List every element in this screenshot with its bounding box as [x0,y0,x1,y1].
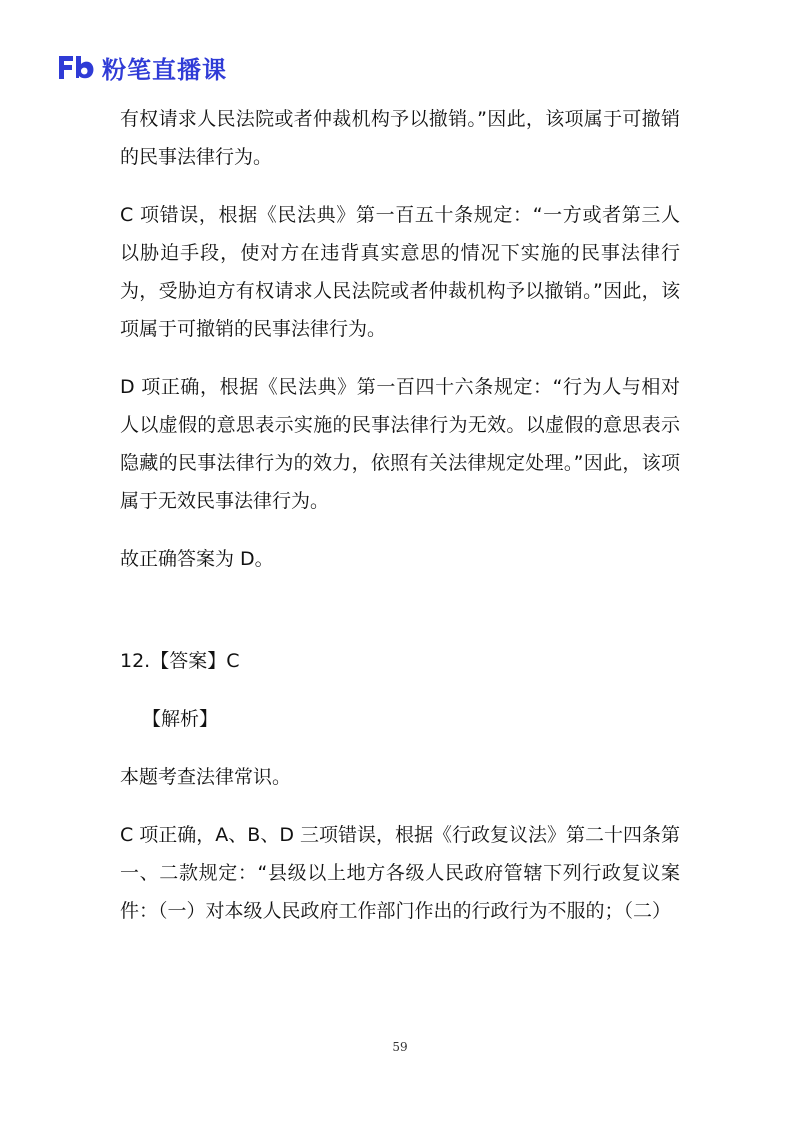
analysis-body: C 项正确，A、B、D 三项错误，根据《行政复议法》第二十四条第一、二款规定：“县级以上地方各级人民政府管辖下列行政复议案件：（一）对本级人民政府工作部门作出的行政行为不服的；（二） [120,824,681,922]
logo-text: 粉笔直播课 [102,55,227,84]
header [56,50,227,84]
answer-line: 12.【答案】C [120,650,240,672]
paragraph: 有权请求人民法院或者仲裁机构予以撤销。”因此，该项属于可撤销的民事法律行为。 [120,108,680,168]
paragraph: D 项正确，根据《民法典》第一百四十六条规定：“行为人与相对人以虚假的意思表示实施的民事法律行为无效。以虚假的意思表示隐藏的民事法律行为的效力，依照有关法律规定处理。”因此，该项属于无效民事法律行为。 [120,376,680,512]
analysis-label: 【解析】 [142,708,219,730]
document-body [120,100,680,950]
fenbi-logo-icon [56,52,96,82]
paragraph: C 项错误，根据《民法典》第一百五十条规定：“一方或者第三人以胁迫手段，使对方在违背真实意思的情况下实施的民事法律行为，受胁迫方有权请求人民法院或者仲裁机构予以撤销。”因此，该项属于可撤销的民事法律行为。 [120,204,680,340]
topic-line: 本题考查法律常识。 [120,766,292,788]
page-number: 59 [392,1040,408,1054]
paragraph: 故正确答案为 D。 [120,548,274,570]
